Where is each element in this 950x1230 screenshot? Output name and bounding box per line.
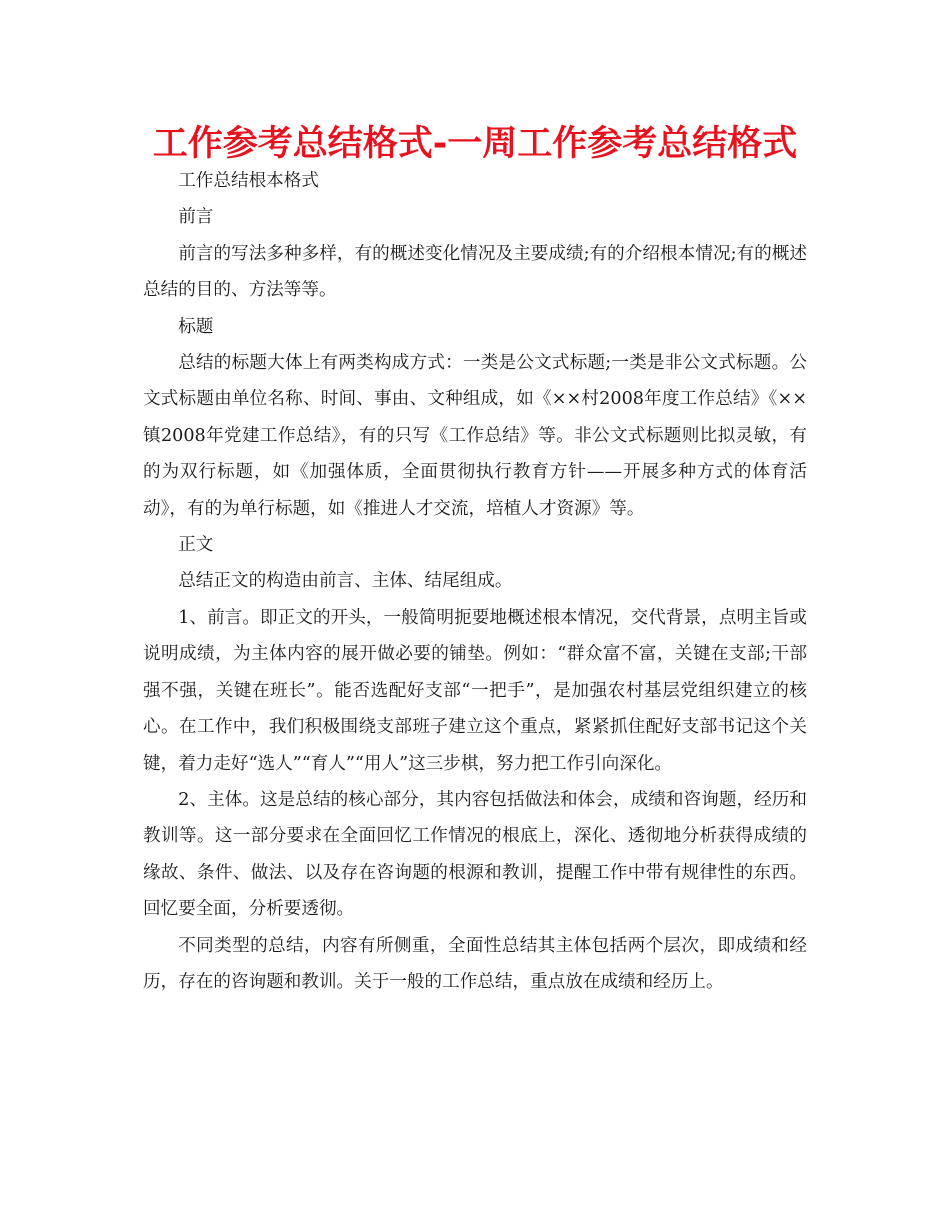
document-body [143,163,807,1000]
heading-basic-format: 工作总结根本格式 [178,171,319,191]
paragraph-preface: 前言的写法多种多样，有的概述变化情况及主要成绩;有的介绍根本情况;有的概述总结的目的、方法等等。 [143,243,807,301]
document-title: 工作参考总结格式-一周工作参考总结格式 [152,124,798,164]
heading-title: 标题 [178,316,214,337]
heading-main-text: 正文 [178,535,214,556]
paragraph-structure: 总结正文的构造由前言、主体、结尾组成。 [178,571,513,592]
paragraph-title: 总结的标题大体上有两类构成方式：一类是公文式标题;一类是非公文式标题。公文式标题由单位名称、时间、事由、文种组成，如《××村2008年度工作总结》《××镇2008年党建工作总结》，有的只写《工作总结》等。非公文式标题则比拟灵敏，有的为双行标题，如《加强体质，全面贯彻执行教育方针——开展多种方式的体育活动》，有的为单行标题，如《推进人才交流，培植人才资源》等。 [143,353,807,519]
heading-preface: 前言 [178,207,214,228]
paragraph-types: 不同类型的总结，内容有所侧重，全面性总结其主体包括两个层次，即成绩和经历，存在的咨询题和教训。关于一般的工作总结，重点放在成绩和经历上。 [143,935,807,992]
paragraph-point-1: 1、前言。即正文的开头，一般简明扼要地概述根本情况，交代背景，点明主旨或说明成绩，为主体内容的展开做必要的铺垫。例如：“群众富不富，关键在支部;干部强不强，关键在班长”。能否选配好支部“一把手”，是加强农村基层党组织建立的核心。在工作中，我们积极围绕支部班子建立这个重点，紧紧抓住配好支部书记这个关键，着力走好“选人”“育人”“用人”这三步棋，努力把工作引向深化。 [143,607,807,774]
paragraph-point-2: 2、主体。这是总结的核心部分，其内容包括做法和体会，成绩和咨询题，经历和教训等。这一部分要求在全面回忆工作情况的根底上，深化、透彻地分析获得成绩的缘故、条件、做法、以及存在咨询题的根源和教训，提醒工作中带有规律性的东西。回忆要全面，分析要透彻。 [143,789,807,920]
